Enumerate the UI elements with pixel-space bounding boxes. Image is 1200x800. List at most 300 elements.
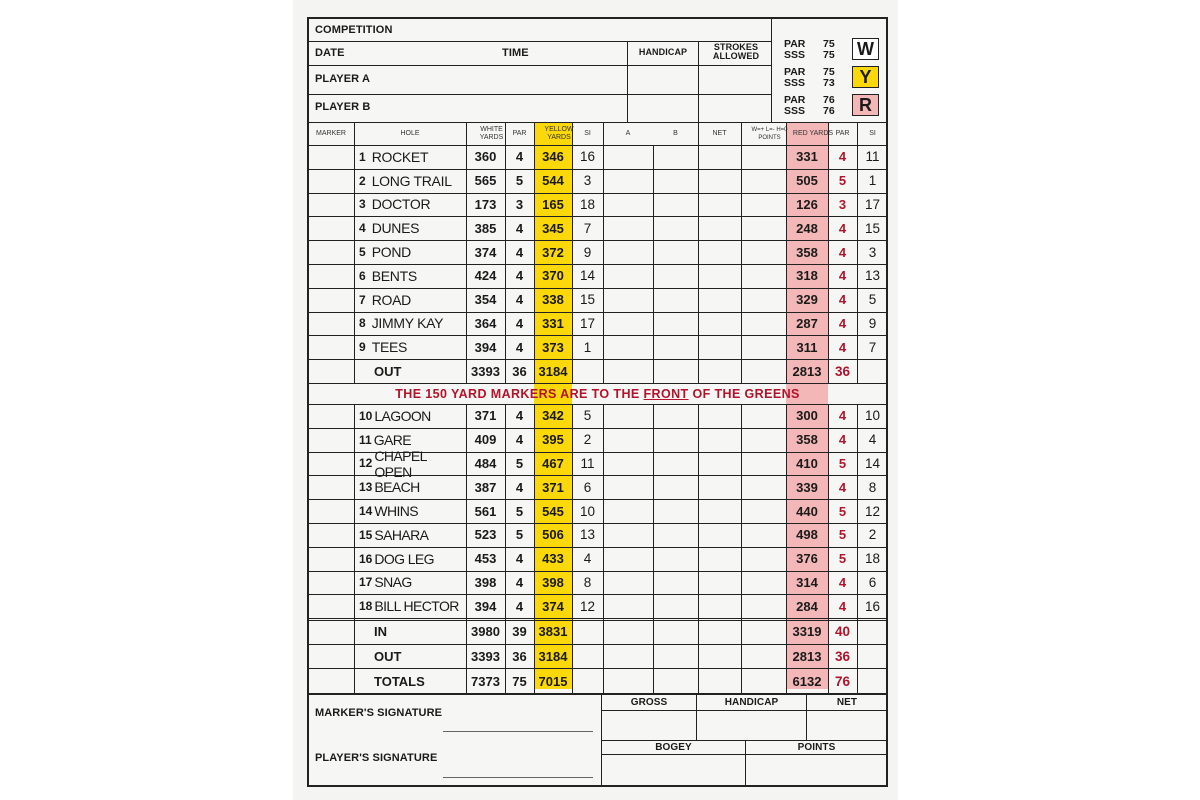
stroke-index: 12 xyxy=(579,598,596,614)
stroke-index: 18 xyxy=(579,196,596,212)
marker-score-cell[interactable] xyxy=(308,335,354,359)
player-a-score-cell[interactable] xyxy=(603,547,653,571)
points-cell[interactable] xyxy=(741,547,786,571)
player-b-score-cell[interactable] xyxy=(653,620,698,644)
white-yards: 364 xyxy=(474,315,497,331)
points-cell[interactable] xyxy=(741,452,786,476)
yellow-yards: 331 xyxy=(542,315,564,331)
red-yards: 331 xyxy=(796,149,818,165)
player-a-score-cell[interactable] xyxy=(603,288,653,312)
player-b-score-cell[interactable] xyxy=(653,404,698,428)
yellow-yards: 345 xyxy=(542,220,564,236)
red-par: 3 xyxy=(838,196,847,212)
red-par: 4 xyxy=(838,315,847,331)
player-a-score-cell[interactable] xyxy=(603,404,653,428)
points-field[interactable] xyxy=(747,756,886,786)
stroke-index xyxy=(572,359,603,383)
player-b-score-cell[interactable] xyxy=(653,523,698,547)
yellow-yards: 346 xyxy=(542,149,564,165)
net-score-cell[interactable] xyxy=(698,571,741,595)
yellow-yards: 7015 xyxy=(538,673,568,689)
par: 5 xyxy=(515,173,524,189)
player-b-score-cell[interactable] xyxy=(653,359,698,383)
player-b-score-cell[interactable] xyxy=(653,499,698,523)
net-score-cell[interactable] xyxy=(698,312,741,336)
hole-title: GARE xyxy=(373,431,411,448)
player-signature-label: PLAYER'S SIGNATURE xyxy=(315,752,438,764)
strokes-allowed-label: STROKES ALLOWED xyxy=(712,42,760,61)
yellow-yards: 370 xyxy=(542,268,564,284)
red-stroke-index: 9 xyxy=(868,315,877,331)
player-b-score-cell[interactable] xyxy=(653,169,698,193)
par: 36 xyxy=(512,363,527,379)
player-b-score-cell[interactable] xyxy=(653,547,698,571)
red-stroke-index: 6 xyxy=(868,574,877,590)
par: 36 xyxy=(512,648,527,664)
yellow-yards: 506 xyxy=(542,527,564,543)
hole-name xyxy=(359,547,465,571)
red-par: 5 xyxy=(838,551,847,567)
marker-score-cell[interactable] xyxy=(308,475,354,499)
net-score-cell[interactable] xyxy=(698,145,741,169)
points-cell[interactable] xyxy=(741,475,786,499)
hole-title: DOG LEG xyxy=(374,550,434,567)
sss-value: 75 xyxy=(823,49,835,61)
points-cell[interactable] xyxy=(741,428,786,452)
hole-number: 5 xyxy=(359,245,366,260)
net-score-cell[interactable] xyxy=(698,404,741,428)
competition-label: COMPETITION xyxy=(315,24,393,36)
tee-rating-values xyxy=(823,67,835,89)
marker-score-cell[interactable] xyxy=(308,452,354,476)
red-yards: 287 xyxy=(796,315,818,331)
player-a-score-cell[interactable] xyxy=(603,499,653,523)
hole-name xyxy=(359,571,465,595)
hole-number: 18 xyxy=(359,599,373,614)
stroke-index: 13 xyxy=(579,527,596,543)
red-stroke-index: 17 xyxy=(864,196,881,212)
hole-title: BILL HECTOR xyxy=(374,598,459,615)
par: 4 xyxy=(515,244,524,260)
hole-name xyxy=(359,145,465,169)
column-header-a: A xyxy=(625,130,631,137)
player-a-score-cell[interactable] xyxy=(603,240,653,264)
points-cell[interactable] xyxy=(741,240,786,264)
red-yards: 2813 xyxy=(792,363,822,379)
sss-label: SSS xyxy=(784,77,806,89)
player-a-handicap-field[interactable] xyxy=(629,66,697,93)
hole-name xyxy=(359,312,465,336)
points-cell[interactable] xyxy=(741,169,786,193)
white-yards: 523 xyxy=(474,527,497,543)
hole-title: DUNES xyxy=(371,220,420,237)
marker-score-cell[interactable] xyxy=(308,169,354,193)
tee-badge-w: W xyxy=(852,38,879,60)
net-score-cell[interactable] xyxy=(698,193,741,217)
sss-label: SSS xyxy=(784,105,806,117)
net-score-cell[interactable] xyxy=(698,240,741,264)
player-a-name-field[interactable] xyxy=(400,66,626,93)
points-cell[interactable] xyxy=(741,571,786,595)
player-b-strokes-field[interactable] xyxy=(700,95,770,122)
yellow-yards: 165 xyxy=(542,196,564,212)
stroke-index: 8 xyxy=(583,574,592,590)
red-yards: 3319 xyxy=(792,624,822,640)
player-a-score-cell[interactable] xyxy=(603,145,653,169)
net-score-cell[interactable] xyxy=(698,499,741,523)
red-yards: 440 xyxy=(796,503,818,519)
player-signature-line[interactable] xyxy=(443,777,593,778)
player-b-score-cell[interactable] xyxy=(653,264,698,288)
yardage-marker-notice xyxy=(309,384,886,404)
marker-score-cell[interactable] xyxy=(308,288,354,312)
hole-number: 12 xyxy=(359,456,373,471)
marker-signature-line[interactable] xyxy=(443,731,593,732)
player-a-score-cell[interactable] xyxy=(603,475,653,499)
white-yards: 424 xyxy=(474,268,497,284)
net-score-cell[interactable] xyxy=(698,644,741,668)
marker-score-cell[interactable] xyxy=(308,193,354,217)
net-label: NET xyxy=(836,697,858,708)
player-b-score-cell[interactable] xyxy=(653,594,698,618)
player-b-score-cell[interactable] xyxy=(653,312,698,336)
points-cell[interactable] xyxy=(741,404,786,428)
player-a-score-cell[interactable] xyxy=(603,193,653,217)
hole-number: 6 xyxy=(359,268,366,283)
stroke-index: 1 xyxy=(583,339,592,355)
player-b-score-cell[interactable] xyxy=(653,240,698,264)
stroke-index: 9 xyxy=(583,244,592,260)
white-yards: 7373 xyxy=(471,673,500,689)
tee-rating-labels xyxy=(784,67,805,89)
marker-score-cell[interactable] xyxy=(308,216,354,240)
hole-number: 11 xyxy=(359,432,372,447)
column-header-white-yards: WHITE YARDS xyxy=(479,126,504,141)
column-header-marker: MARKER xyxy=(316,130,346,137)
marker-score-cell[interactable] xyxy=(308,594,354,618)
par: 4 xyxy=(515,598,524,614)
red-yards: 358 xyxy=(796,244,818,260)
player-b-score-cell[interactable] xyxy=(653,428,698,452)
player-b-label: PLAYER B xyxy=(315,101,371,113)
competition-field[interactable] xyxy=(460,22,760,40)
points-cell[interactable] xyxy=(741,335,786,359)
player-a-score-cell[interactable] xyxy=(603,335,653,359)
player-a-score-cell[interactable] xyxy=(603,669,653,693)
points-cell[interactable] xyxy=(741,499,786,523)
points-cell[interactable] xyxy=(741,288,786,312)
net-score-cell[interactable] xyxy=(698,547,741,571)
handicap-total-field[interactable] xyxy=(698,712,805,739)
net-score-cell[interactable] xyxy=(698,594,741,618)
player-b-handicap-field[interactable] xyxy=(629,95,697,122)
stroke-index: 2 xyxy=(583,432,592,448)
summary-label: OUT xyxy=(374,363,402,379)
column-header-red-si: SI xyxy=(869,130,876,137)
hole-number: 17 xyxy=(359,575,373,590)
red-stroke-index: 12 xyxy=(864,503,881,519)
points-cell[interactable] xyxy=(741,145,786,169)
red-stroke-index: 10 xyxy=(864,408,881,424)
date-label: DATE xyxy=(315,47,345,59)
player-b-score-cell[interactable] xyxy=(653,452,698,476)
sss-value: 73 xyxy=(823,77,835,89)
marker-score-cell[interactable] xyxy=(308,359,354,383)
net-score-cell[interactable] xyxy=(698,359,741,383)
column-header-points: W=+ L=- H=0 POINTS xyxy=(751,127,788,141)
column-header-net: NET xyxy=(712,130,727,137)
red-stroke-index: 13 xyxy=(864,268,881,284)
par: 4 xyxy=(515,551,524,567)
hole-number: 7 xyxy=(359,292,366,307)
column-header-par: PAR xyxy=(512,130,527,137)
points-cell[interactable] xyxy=(741,523,786,547)
hole-number: 1 xyxy=(359,149,366,164)
red-yards: 329 xyxy=(796,292,818,308)
hole-name xyxy=(359,335,465,359)
player-a-score-cell[interactable] xyxy=(603,620,653,644)
column-header-yellow-yards: YELLOW YARDS xyxy=(544,126,574,141)
net-score-cell[interactable] xyxy=(698,169,741,193)
par: 4 xyxy=(515,479,524,495)
yellow-yards: 342 xyxy=(542,408,564,424)
marker-score-cell[interactable] xyxy=(308,404,354,428)
player-a-score-cell[interactable] xyxy=(603,523,653,547)
player-a-score-cell[interactable] xyxy=(603,169,653,193)
player-a-score-cell[interactable] xyxy=(603,644,653,668)
player-b-score-cell[interactable] xyxy=(653,145,698,169)
par: 4 xyxy=(515,220,524,236)
marker-score-cell[interactable] xyxy=(308,312,354,336)
red-stroke-index: 7 xyxy=(868,339,877,355)
hole-title: DOCTOR xyxy=(371,196,431,213)
white-yards: 484 xyxy=(474,455,497,471)
yellow-yards: 373 xyxy=(542,339,564,355)
marker-score-cell[interactable] xyxy=(308,547,354,571)
column-header-si: SI xyxy=(584,130,591,137)
hole-title: WHINS xyxy=(374,503,419,520)
white-yards: 3980 xyxy=(471,624,500,640)
net-score-cell[interactable] xyxy=(698,475,741,499)
points-cell[interactable] xyxy=(741,264,786,288)
red-par: 4 xyxy=(838,268,847,284)
hole-name xyxy=(359,475,465,499)
points-cell[interactable] xyxy=(741,669,786,693)
marker-score-cell[interactable] xyxy=(308,523,354,547)
player-a-score-cell[interactable] xyxy=(603,359,653,383)
par: 5 xyxy=(515,503,524,519)
red-yards: 126 xyxy=(796,196,818,212)
red-yards: 505 xyxy=(796,173,818,189)
player-a-score-cell[interactable] xyxy=(603,571,653,595)
yellow-yards: 433 xyxy=(542,551,564,567)
par: 4 xyxy=(515,432,524,448)
player-b-score-cell[interactable] xyxy=(653,475,698,499)
par: 4 xyxy=(515,315,524,331)
white-yards: 387 xyxy=(474,479,497,495)
points-cell[interactable] xyxy=(741,594,786,618)
net-score-cell[interactable] xyxy=(698,620,741,644)
player-a-score-cell[interactable] xyxy=(603,428,653,452)
hole-name xyxy=(359,523,465,547)
hole-title: ROAD xyxy=(371,291,411,308)
points-cell[interactable] xyxy=(741,216,786,240)
par: 4 xyxy=(515,268,524,284)
net-score-cell[interactable] xyxy=(698,669,741,693)
hole-number: 15 xyxy=(359,527,373,542)
points-cell[interactable] xyxy=(741,644,786,668)
white-yards: 371 xyxy=(474,408,497,424)
yellow-yards: 372 xyxy=(542,244,564,260)
red-stroke-index: 11 xyxy=(865,149,880,165)
red-par: 4 xyxy=(838,220,847,236)
hole-title: LONG TRAIL xyxy=(371,172,452,189)
net-score-cell[interactable] xyxy=(698,216,741,240)
hole-number: 9 xyxy=(359,340,366,355)
player-b-name-field[interactable] xyxy=(400,95,626,122)
red-yards: 6132 xyxy=(792,673,822,689)
player-a-score-cell[interactable] xyxy=(603,264,653,288)
white-yards: 385 xyxy=(474,220,497,236)
player-a-score-cell[interactable] xyxy=(603,452,653,476)
tee-badge-r: R xyxy=(852,94,879,116)
par: 3 xyxy=(515,196,524,212)
player-a-score-cell[interactable] xyxy=(603,312,653,336)
red-stroke-index: 14 xyxy=(864,455,881,471)
net-score-cell[interactable] xyxy=(698,288,741,312)
white-yards: 453 xyxy=(474,551,497,567)
red-yards: 358 xyxy=(796,432,818,448)
white-yards: 360 xyxy=(474,149,497,165)
stroke-index: 16 xyxy=(579,149,596,165)
red-yards: 376 xyxy=(796,551,818,567)
net-score-cell[interactable] xyxy=(698,452,741,476)
points-cell[interactable] xyxy=(741,620,786,644)
yellow-yards: 374 xyxy=(542,598,564,614)
hole-title: POND xyxy=(371,244,411,261)
marker-score-cell[interactable] xyxy=(308,145,354,169)
yellow-yards: 544 xyxy=(542,173,564,189)
white-yards: 561 xyxy=(474,503,497,519)
red-yards: 410 xyxy=(796,455,818,471)
hole-name xyxy=(359,240,465,264)
red-par: 4 xyxy=(838,479,847,495)
marker-score-cell[interactable] xyxy=(308,264,354,288)
hole-name xyxy=(359,288,465,312)
red-par: 4 xyxy=(838,339,847,355)
hole-title: LAGOON xyxy=(374,407,431,424)
points-label: POINTS xyxy=(797,742,836,753)
player-b-score-cell[interactable] xyxy=(653,571,698,595)
summary-label: TOTALS xyxy=(374,673,425,689)
player-a-strokes-field[interactable] xyxy=(700,66,770,93)
column-header-red-par: PAR xyxy=(835,130,850,137)
tee-rating-labels xyxy=(784,95,805,117)
par: 5 xyxy=(515,455,524,471)
points-cell[interactable] xyxy=(741,193,786,217)
marker-signature-label: MARKER'S SIGNATURE xyxy=(315,707,443,719)
white-yards: 3393 xyxy=(471,363,500,379)
bogey-field[interactable] xyxy=(603,756,744,786)
player-b-score-cell[interactable] xyxy=(653,216,698,240)
player-b-score-cell[interactable] xyxy=(653,193,698,217)
player-a-score-cell[interactable] xyxy=(603,216,653,240)
hole-number: 3 xyxy=(359,197,366,212)
hole-name xyxy=(359,169,465,193)
red-par: 5 xyxy=(838,503,847,519)
par-value: 75 xyxy=(823,66,835,78)
bogey-label: BOGEY xyxy=(655,742,692,753)
red-stroke-index: 2 xyxy=(868,527,877,543)
white-yards: 565 xyxy=(474,173,497,189)
hole-title: SAHARA xyxy=(374,526,429,543)
tee-rating-values xyxy=(823,39,835,61)
gross-field[interactable] xyxy=(603,712,695,739)
par-label: PAR xyxy=(784,38,806,50)
par: 5 xyxy=(515,527,524,543)
marker-score-cell[interactable] xyxy=(308,644,354,668)
red-yards: 498 xyxy=(796,527,818,543)
net-score-cell[interactable] xyxy=(698,428,741,452)
marker-score-cell[interactable] xyxy=(308,499,354,523)
tee-badge-y: Y xyxy=(852,66,879,88)
marker-score-cell[interactable] xyxy=(308,620,354,644)
par: 4 xyxy=(515,408,524,424)
notice-emphasis: FRONT xyxy=(643,387,689,401)
hole-title: ROCKET xyxy=(371,148,429,165)
red-stroke-index: 15 xyxy=(864,220,881,236)
points-cell[interactable] xyxy=(741,312,786,336)
yellow-yards: 545 xyxy=(542,503,564,519)
player-b-score-cell[interactable] xyxy=(653,335,698,359)
red-stroke-index: 3 xyxy=(868,244,877,260)
hole-name xyxy=(359,264,465,288)
marker-score-cell[interactable] xyxy=(308,428,354,452)
net-field[interactable] xyxy=(808,712,886,739)
player-b-score-cell[interactable] xyxy=(653,644,698,668)
yellow-yards: 395 xyxy=(542,432,564,448)
player-a-score-cell[interactable] xyxy=(603,594,653,618)
net-score-cell[interactable] xyxy=(698,335,741,359)
gross-label: GROSS xyxy=(630,697,668,708)
hole-name xyxy=(359,193,465,217)
white-yards: 354 xyxy=(474,292,497,308)
stroke-index: 7 xyxy=(583,220,592,236)
net-score-cell[interactable] xyxy=(698,523,741,547)
hole-name xyxy=(359,404,465,428)
sss-label: SSS xyxy=(784,49,806,61)
red-yards: 318 xyxy=(796,268,818,284)
hole-number: 2 xyxy=(359,173,366,188)
marker-score-cell[interactable] xyxy=(308,669,354,693)
time-label: TIME xyxy=(502,47,529,59)
player-b-score-cell[interactable] xyxy=(653,288,698,312)
white-yards: 3393 xyxy=(471,648,500,664)
stroke-index: 5 xyxy=(583,408,592,424)
red-par: 5 xyxy=(838,173,847,189)
marker-score-cell[interactable] xyxy=(308,571,354,595)
net-score-cell[interactable] xyxy=(698,264,741,288)
red-par: 36 xyxy=(834,648,851,664)
points-cell[interactable] xyxy=(741,359,786,383)
marker-score-cell[interactable] xyxy=(308,240,354,264)
par-value: 76 xyxy=(823,94,835,106)
red-par: 4 xyxy=(838,408,847,424)
player-b-score-cell[interactable] xyxy=(653,669,698,693)
summary-label: OUT xyxy=(374,648,402,664)
white-yards: 374 xyxy=(474,244,497,260)
hole-name xyxy=(359,447,465,480)
